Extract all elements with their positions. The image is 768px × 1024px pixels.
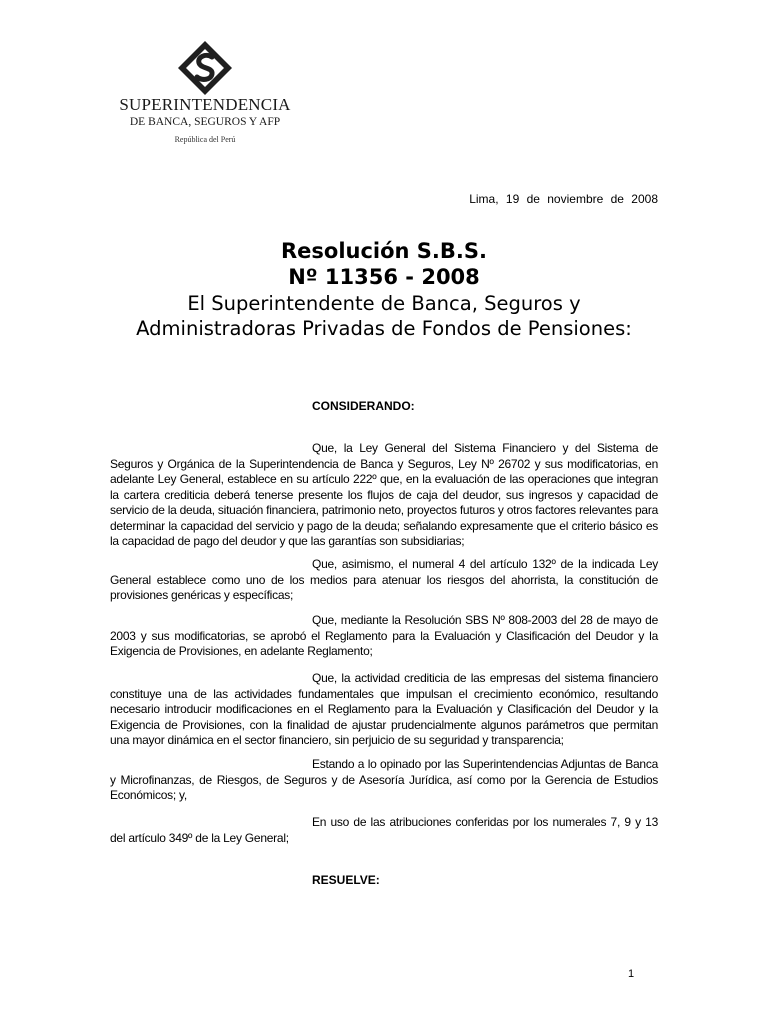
resolution-title-line1: Resolución S.B.S. [280,239,487,263]
paragraph: Que, mediante la Resolución SBS Nº 808-2003 del 28 de mayo de 2003 y sus modificatorias, se aprobó el Reglamento para la Evaluación y Clasificación del Deudor y la Exigencia de Provisiones, en adelante Reglamento; [110,613,658,658]
resolution-number: Nº 11356 - 2008 [288,265,480,289]
sbs-logo [110,40,300,150]
authority-heading: El Superintendente de Banca, Seguros y Administradoras Privadas de Fondos de Pensiones: [136,292,632,340]
resuelve-heading: RESUELVE: [312,873,380,887]
paragraph: Estando a lo opinado por las Superintendencias Adjuntas de Banca y Microfinanzas, de Riesgos, de Seguros y de Asesoría Jurídica, así como por la Gerencia de Estudios Económicos; y, [110,757,658,802]
paragraph: Que, la actividad crediticia de las empresas del sistema financiero constituye una de las actividades fundamentales que impulsan el crecimiento económico, resultando necesario introducir modificaciones en el Reglamento para la Evaluación y Clasificación del Deudor y la Exigencia de Provisiones, con la finalidad de ajustar prudencialmente algunos parámetros que permitan una mayor dinámica en el sector financiero, sin perjuicio de su seguridad y transparencia; [110,671,658,747]
logo-country: República del Perú [174,135,236,144]
paragraph: Que, la Ley General del Sistema Financiero y del Sistema de Seguros y Orgánica de la Superintendencia de Banca y Seguros, Ley Nº 26702 y sus modificatorias, en adelante Ley General, establece en su artículo 222º que, en la evaluación de las operaciones que integran la cartera crediticia deberá tenerse presente los flujos de caja del deudor, sus ingresos y capacidad de servicio de la deuda, situación financiera, patrimonio neto, proyectos futuros y otros factores relevantes para determinar la capacidad del servicio y pago de la deuda; señalando expresamente que el criterio básico es la capacidad de pago del deudor y que las garantías son subsidiarias; [110,441,658,548]
document-date: Lima, 19 de noviembre de 2008 [469,192,658,206]
sbs-diamond-s-logo-icon [177,40,233,96]
considerando-heading: CONSIDERANDO: [312,399,415,413]
logo-subtitle: DE BANCA, SEGUROS Y AFP [129,116,281,128]
paragraph: Que, asimismo, el numeral 4 del artículo 132º de la indicada Ley General establece como uno de los medios para atenuar los riesgos del ahorrista, la constitución de provisiones genéricas y específicas; [110,557,658,602]
page-number: 1 [628,968,635,980]
resolution-title [110,238,658,290]
paragraph: En uso de las atribuciones conferidas por los numerales 7, 9 y 13 del artículo 349º de la Ley General; [110,815,658,845]
logo-title: SUPERINTENDENCIA [119,95,291,114]
